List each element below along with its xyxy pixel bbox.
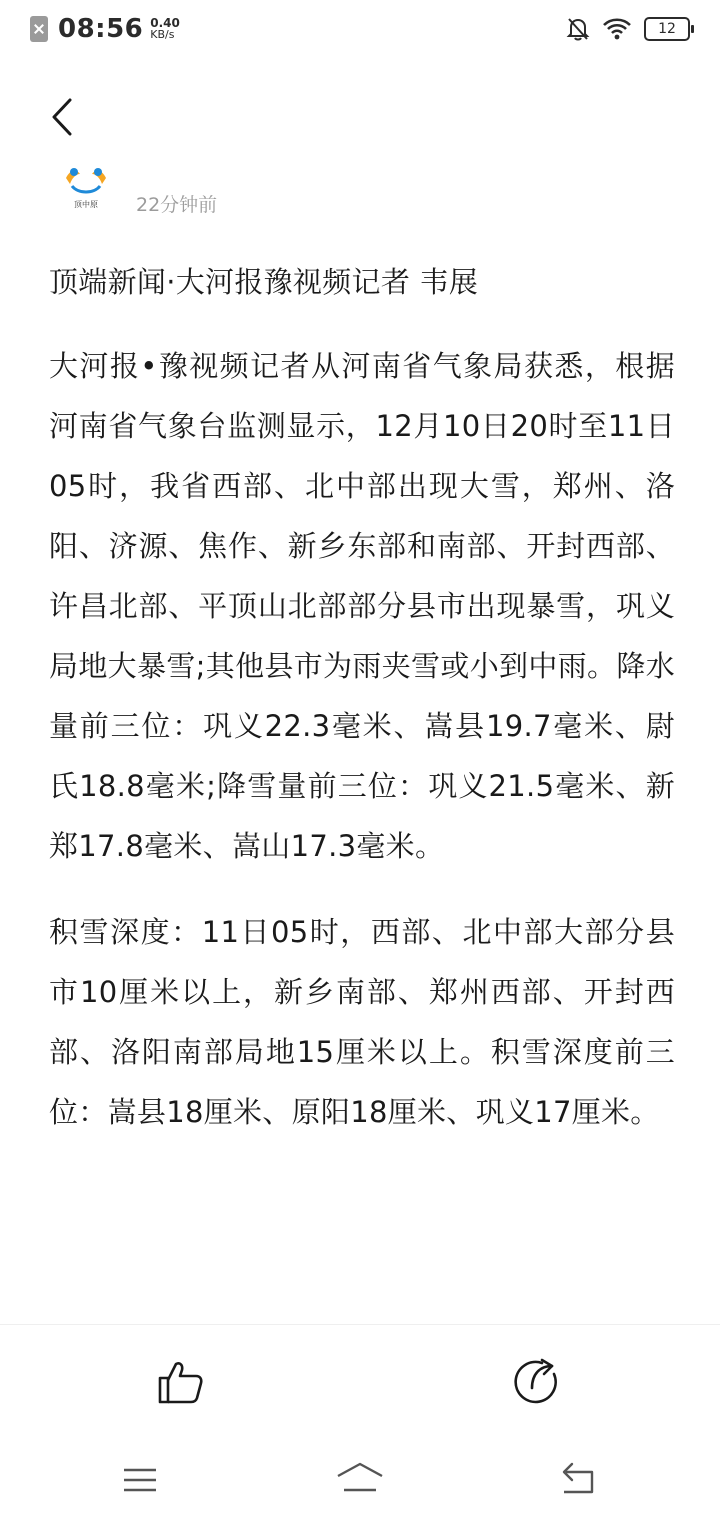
battery-level: 12 (658, 21, 676, 37)
share-button[interactable] (512, 1356, 564, 1408)
like-button[interactable] (154, 1356, 206, 1408)
bell-off-icon (566, 16, 590, 42)
system-navigation-bar (0, 1444, 720, 1520)
article-action-bar (0, 1324, 720, 1445)
svg-text:顶中原: 顶中原 (74, 200, 98, 209)
net-speed (150, 17, 180, 41)
article-byline: 顶端新闻·大河报豫视频记者 韦展 (49, 265, 479, 299)
net-speed-value: 0.40 (150, 16, 180, 30)
back-button[interactable] (42, 94, 88, 140)
thumbs-up-icon (154, 1356, 206, 1408)
net-speed-unit: KB/s (150, 28, 175, 41)
system-back-button[interactable] (556, 1460, 602, 1500)
article-body (49, 258, 675, 1323)
author-avatar[interactable] (62, 160, 110, 212)
recent-apps-button[interactable] (118, 1462, 162, 1498)
share-icon (512, 1356, 564, 1408)
status-bar (0, 0, 720, 58)
battery-icon (644, 17, 690, 41)
article-paragraph: 大河报•豫视频记者从河南省气象局获悉，根据河南省气象台监测显示，12月10日20时至11日05时，我省西部、北中部出现大雪，郑州、洛阳、济源、焦作、新乡东部和南部、开封西部、许昌北部、平顶山北部部分县市出现暴雪，巩义局地大暴雪;其他县市为雨夹雪或小到中雨。降水量前三位：巩义22.3毫米、嵩县19.7毫米、尉氏18.8毫米;降雪量前三位：巩义21.5毫米、新郑17.8毫米、嵩山17.3毫米。 (49, 349, 675, 863)
article-paragraph: 积雪深度：11日05时，西部、北中部大部分县市10厘米以上，新乡南部、郑州西部、开封西部、洛阳南部局地15厘米以上。积雪深度前三位：嵩县18厘米、原阳18厘米、巩义17厘米。 (49, 915, 675, 1129)
status-right (566, 16, 690, 42)
chevron-left-icon (42, 94, 88, 140)
status-time: 08:56 (58, 14, 144, 44)
wifi-icon (602, 17, 632, 41)
publish-time: 22分钟前 (136, 194, 218, 216)
back-icon (556, 1460, 602, 1500)
author-row[interactable] (62, 160, 662, 220)
home-icon (332, 1456, 388, 1500)
status-left (30, 14, 180, 44)
logo-icon (62, 160, 110, 212)
home-button[interactable] (332, 1456, 388, 1500)
menu-icon (118, 1462, 162, 1498)
notification-blocked-icon (30, 16, 48, 42)
